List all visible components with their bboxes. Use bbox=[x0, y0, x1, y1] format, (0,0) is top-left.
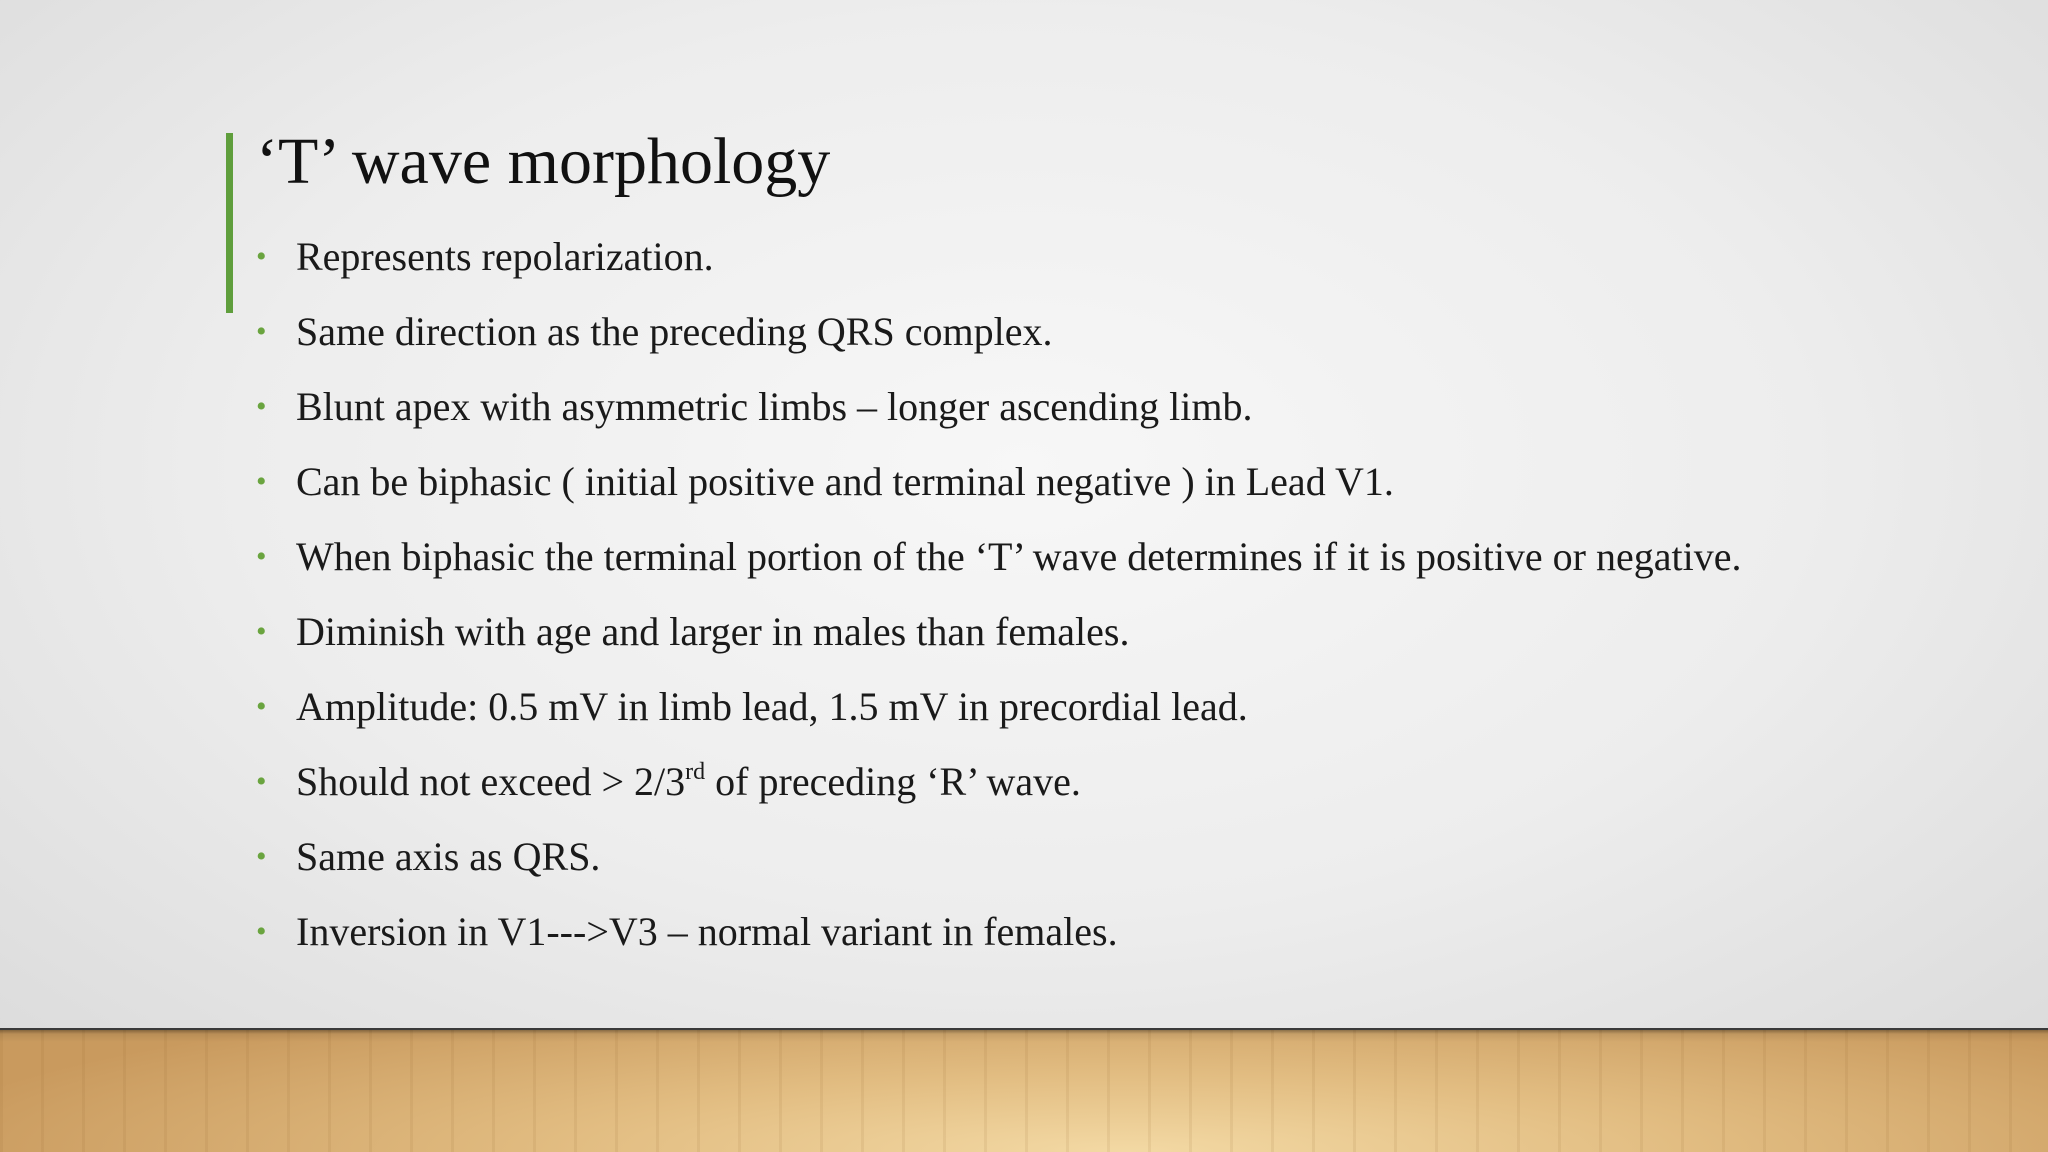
bullet-item bbox=[256, 455, 1816, 508]
title-accent-bar bbox=[226, 133, 233, 313]
bullet-icon: • bbox=[256, 615, 267, 648]
bullet-icon: • bbox=[256, 465, 267, 498]
bullet-item bbox=[256, 905, 1816, 958]
bullet-text: Diminish with age and larger in males than females. bbox=[296, 609, 1130, 654]
bullet-icon: • bbox=[256, 765, 267, 798]
bullet-icon: • bbox=[256, 915, 267, 948]
bullet-icon: • bbox=[256, 240, 267, 273]
bullet-item bbox=[256, 380, 1816, 433]
bullet-text: Represents repolarization. bbox=[296, 234, 714, 279]
bullet-text: Same axis as QRS. bbox=[296, 834, 601, 879]
bullet-text-after: of preceding ‘R’ wave. bbox=[705, 759, 1081, 804]
bullet-item bbox=[256, 530, 1816, 583]
bullet-text-before: Should not exceed > 2/3 bbox=[296, 759, 686, 804]
bullet-item bbox=[256, 230, 1816, 283]
bullet-icon: • bbox=[256, 315, 267, 348]
bullet-item bbox=[256, 605, 1816, 658]
bullet-icon: • bbox=[256, 390, 267, 423]
bullet-text: Inversion in V1--->V3 – normal variant in females. bbox=[296, 909, 1118, 954]
bullet-item bbox=[256, 830, 1816, 883]
bullet-icon: • bbox=[256, 840, 267, 873]
bullet-item bbox=[256, 305, 1816, 358]
slide-title: ‘T’ wave morphology bbox=[256, 125, 831, 198]
bullet-list bbox=[256, 230, 1816, 980]
bullet-item bbox=[256, 755, 1816, 808]
superscript-ordinal: rd bbox=[685, 759, 706, 785]
bullet-icon: • bbox=[256, 690, 267, 723]
bullet-text: Amplitude: 0.5 mV in limb lead, 1.5 mV in precordial lead. bbox=[296, 684, 1248, 729]
bullet-item bbox=[256, 680, 1816, 733]
bullet-text: Can be biphasic ( initial positive and terminal negative ) in Lead V1. bbox=[296, 459, 1394, 504]
bullet-text: When biphasic the terminal portion of the ‘T’ wave determines if it is positive or negative. bbox=[296, 534, 1742, 579]
bullet-text: Blunt apex with asymmetric limbs – longer ascending limb. bbox=[296, 384, 1253, 429]
bullet-text: Same direction as the preceding QRS complex. bbox=[296, 309, 1053, 354]
bullet-icon: • bbox=[256, 540, 267, 573]
wood-floor-background bbox=[0, 1030, 2048, 1152]
